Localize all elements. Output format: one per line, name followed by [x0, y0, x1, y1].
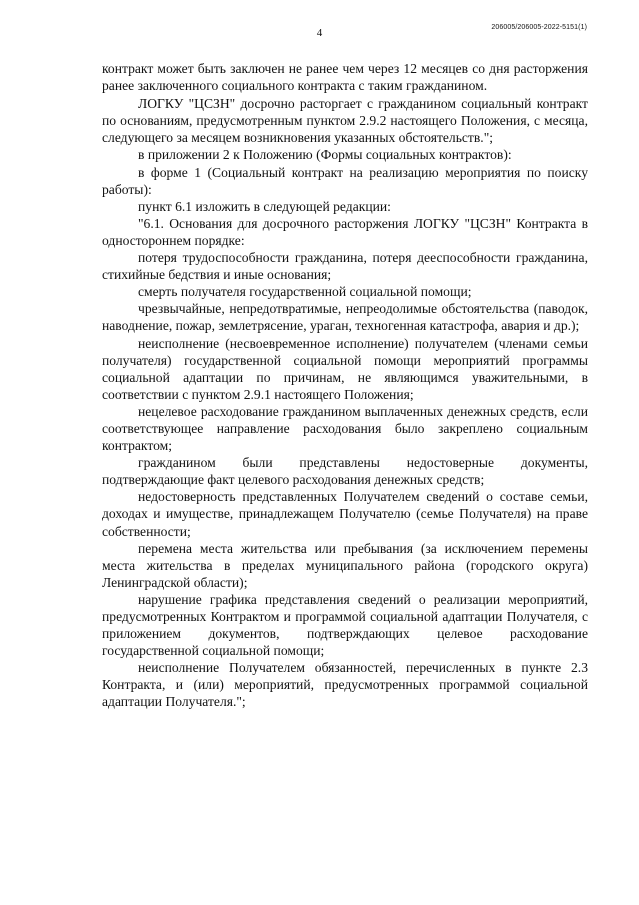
paragraph: потеря трудоспособности гражданина, потеря дееспособности гражданина, стихийные бедствия и иные основания; [102, 250, 588, 283]
page-number: 4 [316, 27, 323, 39]
paragraph: гражданином были представлены недостоверные документы, подтверждающие факт целевого расходования денежных средств; [102, 455, 588, 488]
paragraph: ЛОГКУ "ЦСЗН" досрочно расторгает с гражданином социальный контракт по основаниям, предусмотренным пунктом 2.9.2 настоящего Положения, с месяца, следующего за месяцем возникновения указанных обстоятельств."; [102, 96, 588, 146]
paragraph: контракт может быть заключен не ранее чем через 12 месяцев со дня расторжения ранее заключенного социального контракта с таким гражданином. [102, 61, 588, 94]
paragraph: недостоверность представленных Получателем сведений о составе семьи, доходах и имуществе, принадлежащем Получателю (семье Получателя) на праве собственности; [102, 489, 588, 539]
paragraph: чрезвычайные, непредотвратимые, непреодолимые обстоятельства (паводок, наводнение, пожар, землетрясение, ураган, техногенная катастрофа, авария и др.); [102, 301, 588, 334]
paragraph: смерть получателя государственной социальной помощи; [138, 284, 472, 300]
paragraph: в приложении 2 к Положению (Формы социальных контрактов): [138, 147, 512, 163]
paragraph: перемена места жительства или пребывания (за исключением перемены места жительства в пределах муниципального района (городского округа) Ленинградской области); [102, 540, 588, 590]
paragraph: неисполнение Получателем обязанностей, перечисленных в пункте 2.3 Контракта, и (или) мероприятий, предусмотренных программой социальной адаптации Получателя."; [102, 660, 588, 710]
paragraph: пункт 6.1 изложить в следующей редакции: [138, 198, 391, 214]
paragraph: нарушение графика представления сведений о реализации мероприятий, предусмотренных Контрактом и программой социальной адаптации Получателя, с приложением документов, подтверждающих целевое расходование государственной социальной помощи; [102, 591, 588, 659]
document-id: 206005/206005-2022-5151(1) [491, 24, 587, 31]
paragraph: неисполнение (несвоевременное исполнение) получателем (членами семьи получателя) государственной социальной помощи мероприятий программы социальной адаптации по причинам, не являющимся уважительными, в соответствии с пунктом 2.9.1 настоящего Положения; [102, 335, 588, 402]
paragraph: в форме 1 (Социальный контракт на реализацию мероприятия по поиску работы): [102, 164, 588, 197]
paragraph: нецелевое расходование гражданином выплаченных денежных средств, если соответствующее направление расходования было закреплено социальным контрактом; [102, 403, 588, 454]
document-body [102, 60, 588, 711]
paragraph: "6.1. Основания для досрочного расторжения ЛОГКУ "ЦСЗН" Контракта в одностороннем порядке: [102, 215, 588, 248]
